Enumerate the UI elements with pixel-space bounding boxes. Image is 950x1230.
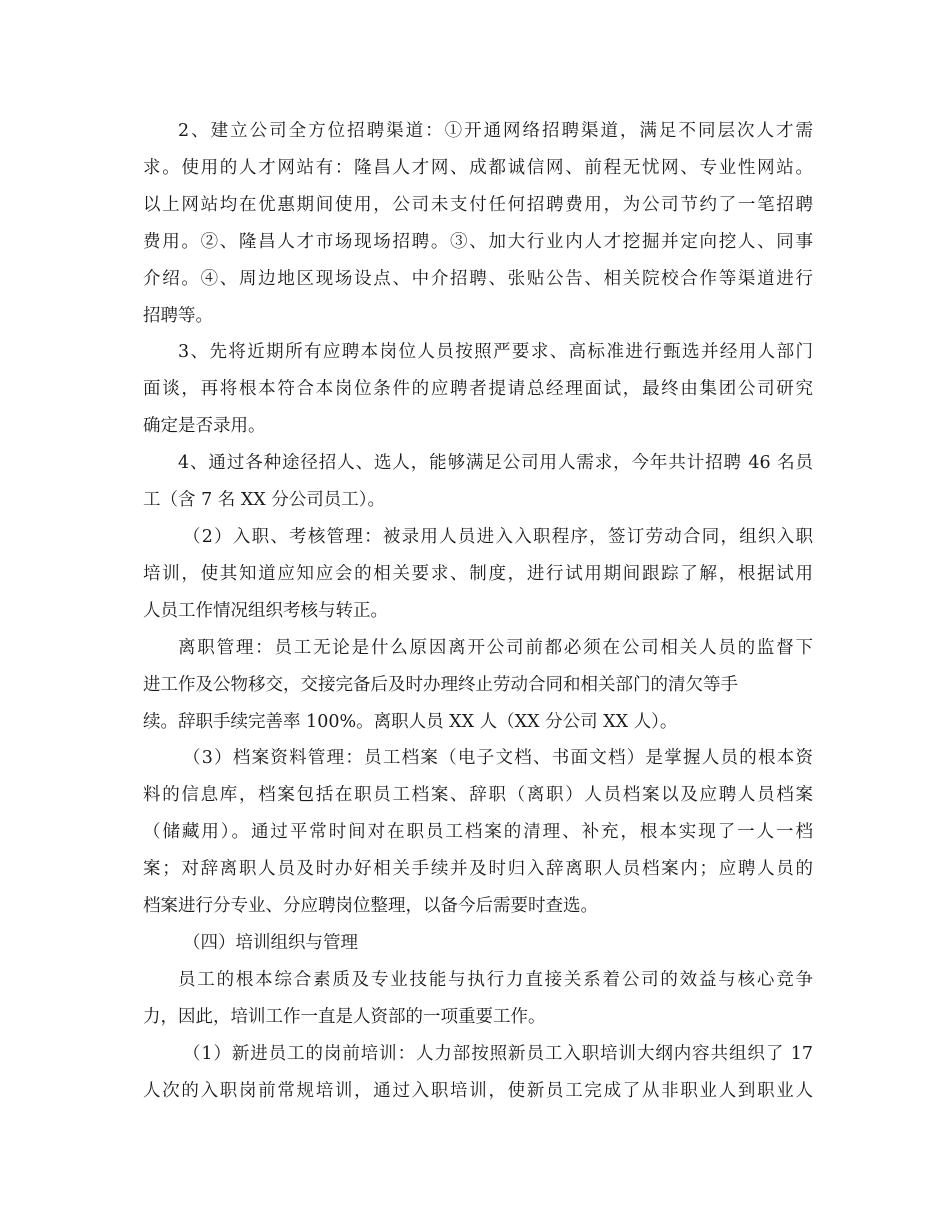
text-line: 3、先将近期所有应聘本岗位人员按照严要求、高标准进行甄选并经用人部门 xyxy=(178,342,813,363)
text-line: 2、建立公司全方位招聘渠道：①开通网络招聘渠道，满足不同层次人才需 xyxy=(178,121,813,141)
section-heading-training xyxy=(143,925,813,962)
text-line: 离职管理：员工无论是什么原因离开公司前都必须在公司相关人员的监督下 xyxy=(178,637,813,658)
text-line: 案；对辞离职人员及时办好相关手续并及时归入辞离职人员档案内；应聘人员的 xyxy=(143,859,813,880)
text-line: 求。使用的人才网站有：隆昌人才网、成都诚信网、前程无忧网、专业性网站。 xyxy=(143,157,813,178)
text-line: 续。辞职手续完善率 100%。离职人员 XX 人（XX 分公司 XX 人）。 xyxy=(143,711,678,732)
text-line: （1）新进员工的岗前培训：人力部按照新员工入职培训大纲内容共组织了 17 xyxy=(183,1043,813,1064)
text-line: 面谈，再将根本符合本岗位条件的应聘者提请总经理面试，最终由集团公司研究 xyxy=(143,379,813,400)
text-line: 人员工作情况组织考核与转正。 xyxy=(143,600,388,621)
text-line: 确定是否录用。 xyxy=(143,416,266,437)
text-line: 费用。②、隆昌人才市场现场招聘。③、加大行业内人才挖掘并定向挖人、同事 xyxy=(143,231,813,252)
text-line: 员工的根本综合素质及专业技能与执行力直接关系着公司的效益与核心竞争 xyxy=(178,969,813,990)
paragraph-recruitment-channels xyxy=(143,113,813,334)
text-line: 进工作及公物移交，交接完备后及时办理终止劳动合同和相关部门的清欠等手 xyxy=(143,674,738,695)
text-line: 招聘等。 xyxy=(143,305,213,326)
text-line: 力，因此，培训工作一直是人资部的一项重要工作。 xyxy=(143,1006,546,1027)
paragraph-new-employee-training xyxy=(143,1036,813,1110)
text-line: （储藏用）。通过平常时间对在职员工档案的清理、补充，根本实现了一人一档 xyxy=(143,822,813,843)
paragraph-hiring-total xyxy=(143,445,813,519)
text-line: （2）入职、考核管理：被录用人员进入入职程序，签订劳动合同，组织入职 xyxy=(183,526,813,547)
text-line: （3）档案资料管理：员工档案（电子文档、书面文档）是掌握人员的根本资 xyxy=(183,748,813,769)
paragraph-archives xyxy=(143,740,813,925)
text-line: 人次的入职岗前常规培训，通过入职培训，使新员工完成了从非职业人到职业人 xyxy=(143,1080,813,1101)
text-line: 料的信息库，档案包括在职员工档案、辞职（离职）人员档案以及应聘人员档案 xyxy=(143,785,813,806)
text-line: 工（含 7 名 XX 分公司员工）。 xyxy=(143,490,386,511)
document-page xyxy=(143,113,813,1109)
text-line: 培训，使其知道应知应会的相关要求、制度，进行试用期间跟踪了解，根据试用 xyxy=(143,563,813,584)
text-line: 以上网站均在优惠期间使用，公司未支付任何招聘费用，为公司节约了一笔招聘 xyxy=(143,194,813,215)
text-line: （四）培训组织与管理 xyxy=(183,932,358,953)
paragraph-resignation xyxy=(143,630,813,741)
paragraph-onboarding xyxy=(143,519,813,630)
text-line: 介绍。④、周边地区现场设点、中介招聘、张贴公告、相关院校合作等渠道进行 xyxy=(143,268,813,289)
text-line: 4、通过各种途径招人、选人，能够满足公司用人需求，今年共计招聘 46 名员 xyxy=(178,453,813,474)
paragraph-screening xyxy=(143,334,813,445)
paragraph-training-intro xyxy=(143,962,813,1036)
text-line: 档案进行分专业、分应聘岗位整理，以备今后需要时查选。 xyxy=(143,896,598,917)
